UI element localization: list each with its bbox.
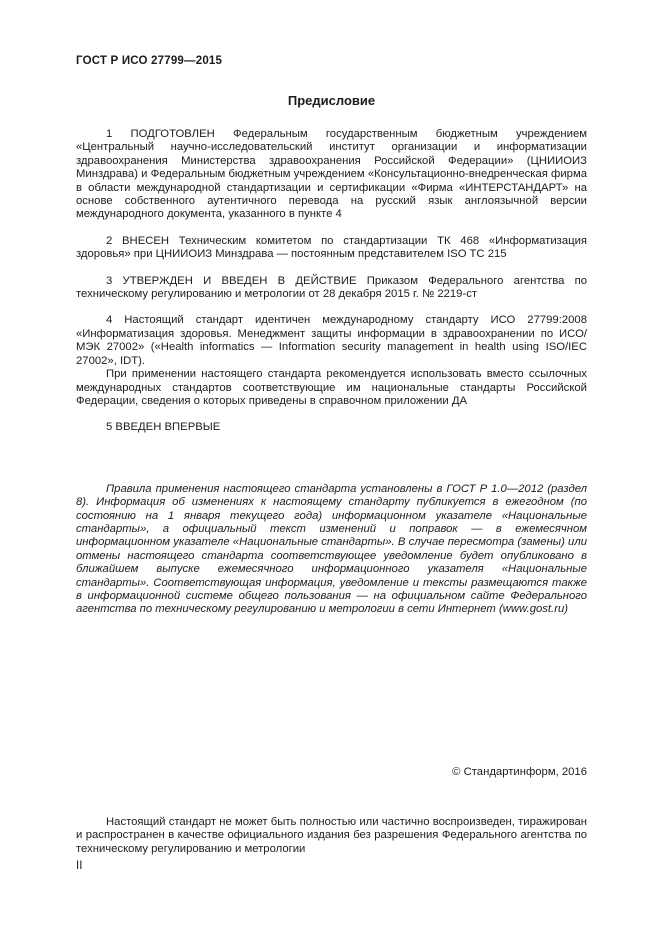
reproduction-notice: Настоящий стандарт не может быть полностью или частично воспроизведен, тиражирован и распространен в качестве официального издания без разрешения Федерального агентства по техническому регулированию и метрологии bbox=[76, 816, 587, 855]
paragraph-submitted: 2 ВНЕСЕН Техническим комитетом по стандартизации ТК 468 «Информатизация здоровья» при ЦНИИОИЗ Минздрава — постоянным представителем ISO TC 215 bbox=[76, 234, 587, 261]
rules-of-application-note: Правила применения настоящего стандарта установлены в ГОСТ Р 1.0—2012 (раздел 8). Информация об изменениях к настоящему стандарту публикуется в ежегодном (по состоянию на 1 января текущего года) информационном указателе «Национальные стандарты», а официальный текст изменений и поправок — в ежемесячном информационном указателе «Национальные стандарты». В случае пересмотра (замены) или отмены настоящего стандарта соответствующее уведомление будет опубликовано в ближайшем выпуске ежемесячного информационного указателя «Национальные стандарты». Соответствующая информация, уведомление и тексты размещаются также в информационной системе общего пользования — на официальном сайте Федерального агентства по техническому регулированию и метрологии в сети Интернет (www.gost.ru) bbox=[76, 482, 587, 616]
document-code: ГОСТ Р ИСО 27799—2015 bbox=[76, 55, 223, 67]
page-number: II bbox=[76, 860, 83, 872]
paragraph-application-recommendation: При применении настоящего стандарта рекомендуется использовать вместо ссылочных международных стандартов соответствующие им национальные стандарты Российской Федерации, сведения о которых приведены в справочном приложении ДА bbox=[76, 368, 587, 407]
paragraph-identical-standard: 4 Настоящий стандарт идентичен международному стандарту ИСО 27799:2008 «Информатизация здоровья. Менеджмент защиты информации в здравоохранении по ИСО/МЭК 27002» («Health informatics — Information security management in health using ISO/IEC 27002», IDT). bbox=[76, 314, 587, 367]
copyright-notice: © Стандартинформ, 2016 bbox=[452, 766, 587, 778]
paragraph-approved: 3 УТВЕРЖДЕН И ВВЕДЕН В ДЕЙСТВИЕ Приказом Федерального агентства по техническому регулированию и метрологии от 28 декабря 2015 г. № 2219-ст bbox=[76, 274, 587, 301]
foreword-title: Предисловие bbox=[287, 93, 376, 108]
paragraph-first-introduced: 5 ВВЕДЕН ВПЕРВЫЕ bbox=[106, 421, 221, 434]
paragraph-prepared: 1 ПОДГОТОВЛЕН Федеральным государственным бюджетным учреждением «Центральный научно-исследовательский институт организации и информатизации здравоохранения Министерства здравоохранения Российской Федерации» (ЦНИИОИЗ Минздрава) и Федеральным бюджетным учреждением «Консультационно-внедренческая фирма в области международной стандартизации и сертификации «Фирма «ИНТЕРСТАНДАРТ» на основе собственного аутентичного перевода на русский язык англоязычной версии международного документа, указанного в пункте 4 bbox=[76, 128, 587, 221]
